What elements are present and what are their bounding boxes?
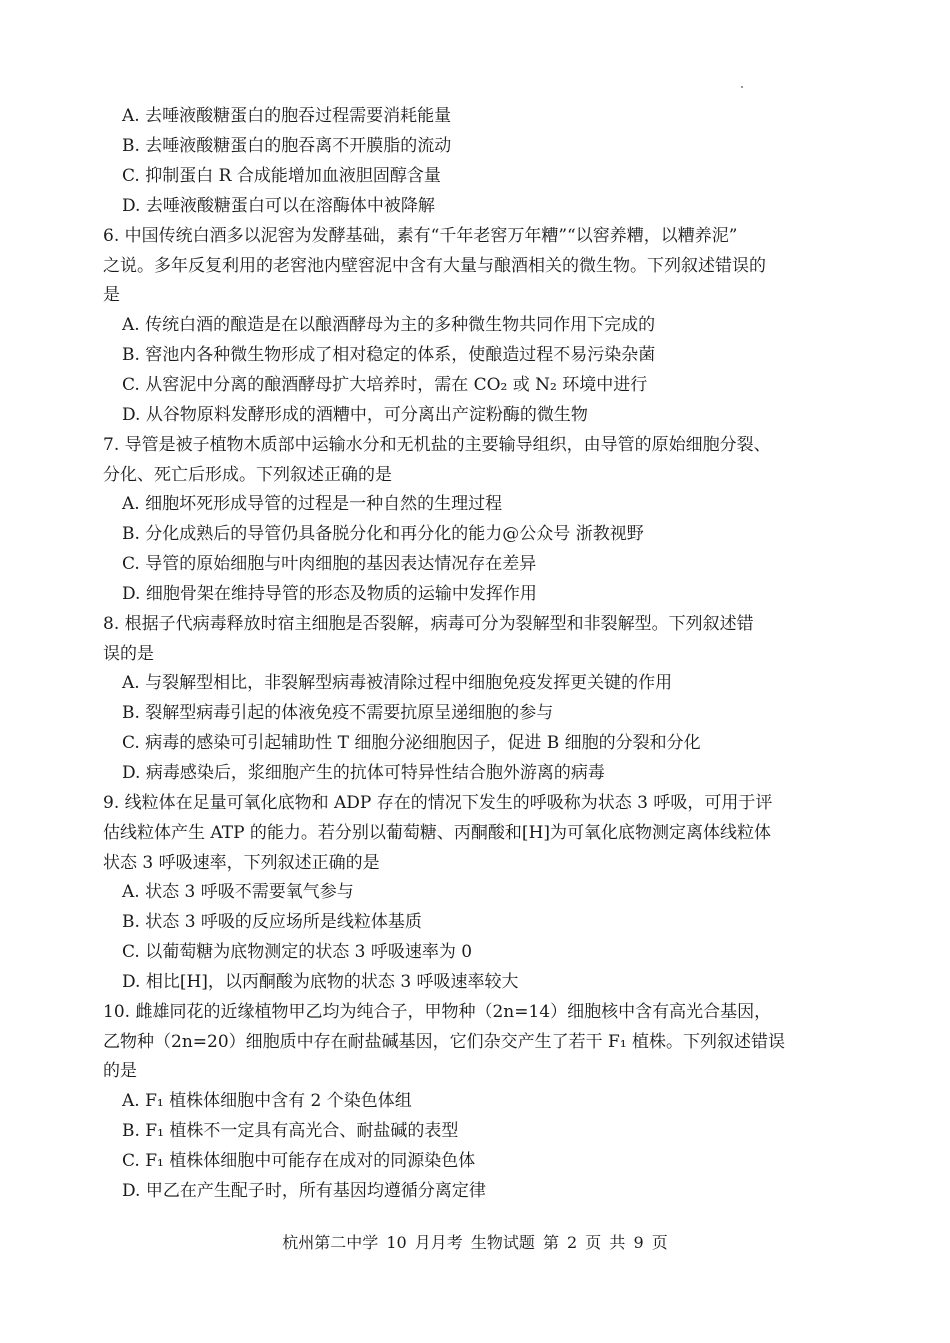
q6-option-d: D. 从谷物原料发酵形成的酒糟中，可分离出产淀粉酶的微生物 <box>122 405 588 425</box>
q10-option-d: D. 甲乙在产生配子时，所有基因均遵循分离定律 <box>122 1181 486 1201</box>
q10-stem-line-1: 10. 雌雄同花的近缘植物甲乙均为纯合子，甲物种（2n=14）细胞核中含有高光合基因， <box>103 1002 772 1022</box>
q10-stem-line-3: 的是 <box>103 1061 137 1081</box>
q6-stem-line-2: 之说。多年反复利用的老窖池内壁窖泥中含有大量与酿酒相关的微生物。下列叙述错误的 <box>103 256 766 276</box>
q8-stem-line-2: 误的是 <box>103 644 154 664</box>
q5-option-d: D. 去唾液酸糖蛋白可以在溶酶体中被降解 <box>122 196 435 216</box>
scan-speck <box>741 86 743 88</box>
q9-stem-line-3: 状态 3 呼吸速率，下列叙述正确的是 <box>103 853 380 873</box>
q8-option-c: C. 病毒的感染可引起辅助性 T 细胞分泌细胞因子，促进 B 细胞的分裂和分化 <box>122 733 701 753</box>
q8-option-d: D. 病毒感染后，浆细胞产生的抗体可特异性结合胞外游离的病毒 <box>122 763 605 783</box>
q5-option-c: C. 抑制蛋白 R 合成能增加血液胆固醇含量 <box>122 166 441 186</box>
q6-option-b: B. 窖池内各种微生物形成了相对稳定的体系，使酿造过程不易污染杂菌 <box>122 345 656 365</box>
q9-option-a: A. 状态 3 呼吸不需要氧气参与 <box>122 882 354 902</box>
q10-option-c: C. F₁ 植株体细胞中可能存在成对的同源染色体 <box>122 1151 476 1171</box>
q9-option-b: B. 状态 3 呼吸的反应场所是线粒体基质 <box>122 912 422 932</box>
q9-stem-line-2: 估线粒体产生 ATP 的能力。若分别以葡萄糖、丙酮酸和[H]为可氧化底物测定离体线粒体 <box>103 823 772 843</box>
q8-option-b: B. 裂解型病毒引起的体液免疫不需要抗原呈递细胞的参与 <box>122 703 554 723</box>
page-footer: 杭州第二中学 10 月月考 生物试题 第 2 页 共 9 页 <box>282 1233 668 1252</box>
q7-stem-line-1: 7. 导管是被子植物木质部中运输水分和无机盐的主要输导组织，由导管的原始细胞分裂、 <box>103 435 771 455</box>
q7-option-d: D. 细胞骨架在维持导管的形态及物质的运输中发挥作用 <box>122 584 537 604</box>
q9-stem-line-1: 9. 线粒体在足量可氧化底物和 ADP 存在的情况下发生的呼吸称为状态 3 呼吸，可用于评 <box>103 793 773 813</box>
q9-option-d: D. 相比[H]，以丙酮酸为底物的状态 3 呼吸速率较大 <box>122 972 519 992</box>
q10-option-b: B. F₁ 植株不一定具有高光合、耐盐碱的表型 <box>122 1121 459 1141</box>
q6-stem-line-3: 是 <box>103 285 120 305</box>
q7-stem-line-2: 分化、死亡后形成。下列叙述正确的是 <box>103 465 392 485</box>
q7-option-b: B. 分化成熟后的导管仍具备脱分化和再分化的能力@公众号 浙教视野 <box>122 524 644 544</box>
q6-option-c: C. 从窖泥中分离的酿酒酵母扩大培养时，需在 CO₂ 或 N₂ 环境中进行 <box>122 375 648 395</box>
q5-option-b: B. 去唾液酸糖蛋白的胞吞离不开膜脂的流动 <box>122 136 452 156</box>
q9-option-c: C. 以葡萄糖为底物测定的状态 3 呼吸速率为 0 <box>122 942 473 962</box>
q8-option-a: A. 与裂解型相比，非裂解型病毒被清除过程中细胞免疫发挥更关键的作用 <box>122 673 673 693</box>
q10-stem-line-2: 乙物种（2n=20）细胞质中存在耐盐碱基因，它们杂交产生了若干 F₁ 植株。下列叙述错误 <box>103 1032 786 1052</box>
q6-stem-line-1: 6. 中国传统白酒多以泥窖为发酵基础，素有“千年老窖万年糟”“以窖养糟，以糟养泥” <box>103 226 738 246</box>
q6-option-a: A. 传统白酒的酿造是在以酿酒酵母为主的多种微生物共同作用下完成的 <box>122 315 656 335</box>
q5-option-a: A. 去唾液酸糖蛋白的胞吞过程需要消耗能量 <box>122 106 452 126</box>
q7-option-a: A. 细胞坏死形成导管的过程是一种自然的生理过程 <box>122 494 503 514</box>
q7-option-c: C. 导管的原始细胞与叶肉细胞的基因表达情况存在差异 <box>122 554 537 574</box>
q10-option-a: A. F₁ 植株体细胞中含有 2 个染色体组 <box>122 1091 412 1111</box>
q8-stem-line-1: 8. 根据子代病毒释放时宿主细胞是否裂解，病毒可分为裂解型和非裂解型。下列叙述错 <box>103 614 754 634</box>
